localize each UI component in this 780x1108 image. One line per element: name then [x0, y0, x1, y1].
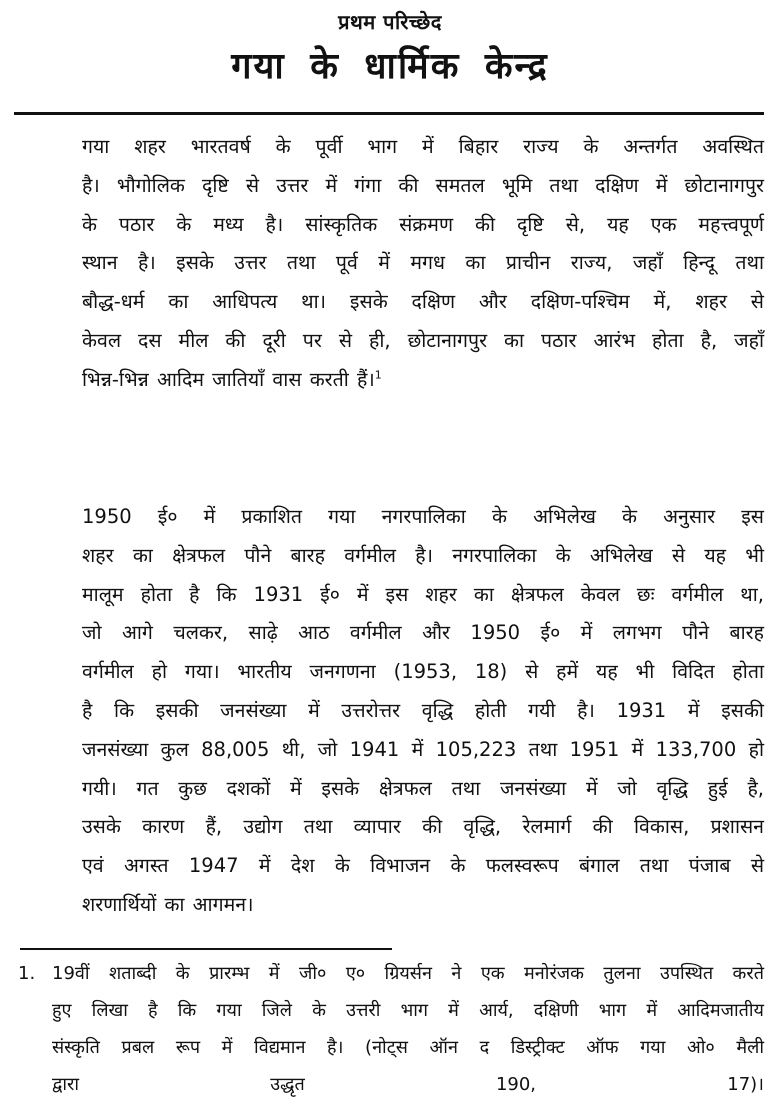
paragraph-line: है कि इसकी जनसंख्या में उत्तरोत्तर वृद्धि होती गयी है। 1931 में इसकी [82, 698, 764, 722]
paragraph-line: शहर का क्षेत्रफल पौने बारह वर्गमील है। नगरपालिका के अभिलेख से यह भी [82, 543, 764, 567]
paragraph-line: 1950 ई० में प्रकाशित गया नगरपालिका के अभिलेख के अनुसार इस [82, 505, 764, 528]
paragraph-line: के पठार के मध्य है। सांस्कृतिक संक्रमण की दृष्टि से, यह एक महत्त्वपूर्ण [82, 212, 764, 236]
paragraph-line-text: भिन्न-भिन्न आदिम जातियाँ वास करती हैं। [82, 367, 375, 391]
footnote-body [52, 955, 764, 1103]
footnote-1 [18, 955, 764, 1103]
paragraph-line: गयी। गत कुछ दशकों में इसके क्षेत्रफल तथा जनसंख्या में जो वृद्धि हुई है, [82, 776, 764, 800]
paragraph-2 [18, 498, 764, 925]
footnote-number: 1. [18, 963, 36, 984]
paragraph-last-line [18, 361, 764, 400]
paragraph-line: शरणार्थियों का आगमन। [82, 892, 254, 916]
footnote-divider [20, 948, 392, 950]
paragraph-line: जो आगे चलकर, साढ़े आठ वर्गमील और 1950 ई० में लगभग पौने बारह [82, 621, 764, 645]
footnote-line: द्वारा उद्धृत 190, 17)। [52, 1074, 764, 1095]
paragraph-line: जनसंख्या कुल 88,005 थी, जो 1941 में 105,223 तथा 1951 में 133,700 हो [82, 737, 764, 761]
footnote-line: 19वीं शताब्दी के प्रारम्भ में जी० ए० ग्रियर्सन ने एक मनोरंजक तुलना उपस्थित करते [52, 963, 764, 984]
paragraph-line: स्थान है। इसके उत्तर तथा पूर्व में मगध का प्राचीन राज्य, जहाँ हिन्दू तथा [82, 251, 764, 275]
paragraph-line: है। भौगोलिक दृष्टि से उत्तर में गंगा की समतल भूमि तथा दक्षिण में छोटानागपुर [82, 173, 764, 197]
paragraph-line: केवल दस मील की दूरी पर से ही, छोटानागपुर का पठार आरंभ होता है, जहाँ [82, 328, 764, 352]
paragraph-line: उसके कारण हैं, उद्योग तथा व्यापार की वृद्धि, रेलमार्ग की विकास, प्रशासन [82, 815, 764, 839]
footnote-reference[interactable]: 1 [374, 368, 382, 382]
chapter-title: गया के धार्मिक केन्द्र [231, 46, 549, 87]
footnote-line: संस्कृति प्रबल रूप में विद्यमान है। (नोट्स ऑन द डिस्ट्रीक्ट ऑफ गया ओ० मैली [52, 1037, 764, 1058]
chapter-label: प्रथम परिच्छेद [338, 10, 442, 34]
paragraph-line: बौद्ध-धर्म का आधिपत्य था। इसके दक्षिण और दक्षिण-पश्चिम में, शहर से [82, 290, 764, 314]
paragraph-line: गया शहर भारतवर्ष के पूर्वी भाग में बिहार राज्य के अन्तर्गत अवस्थित [82, 135, 764, 158]
title-divider [14, 112, 764, 115]
footnote-line: हुए लिखा है कि गया जिले के उत्तरी भाग में आर्य, दक्षिणी भाग में आदिमजातीय [52, 1000, 764, 1021]
paragraph-line: एवं अगस्त 1947 में देश के विभाजन के फलस्वरूप बंगाल तथा पंजाब से [82, 854, 764, 878]
paragraph-1 [18, 128, 764, 400]
paragraph-line: मालूम होता है कि 1931 ई० में इस शहर का क्षेत्रफल केवल छः वर्गमील था, [82, 582, 764, 606]
paragraph-line: वर्गमील हो गया। भारतीय जनगणना (1953, 18) से हमें यह भी विदित होता [82, 660, 764, 684]
